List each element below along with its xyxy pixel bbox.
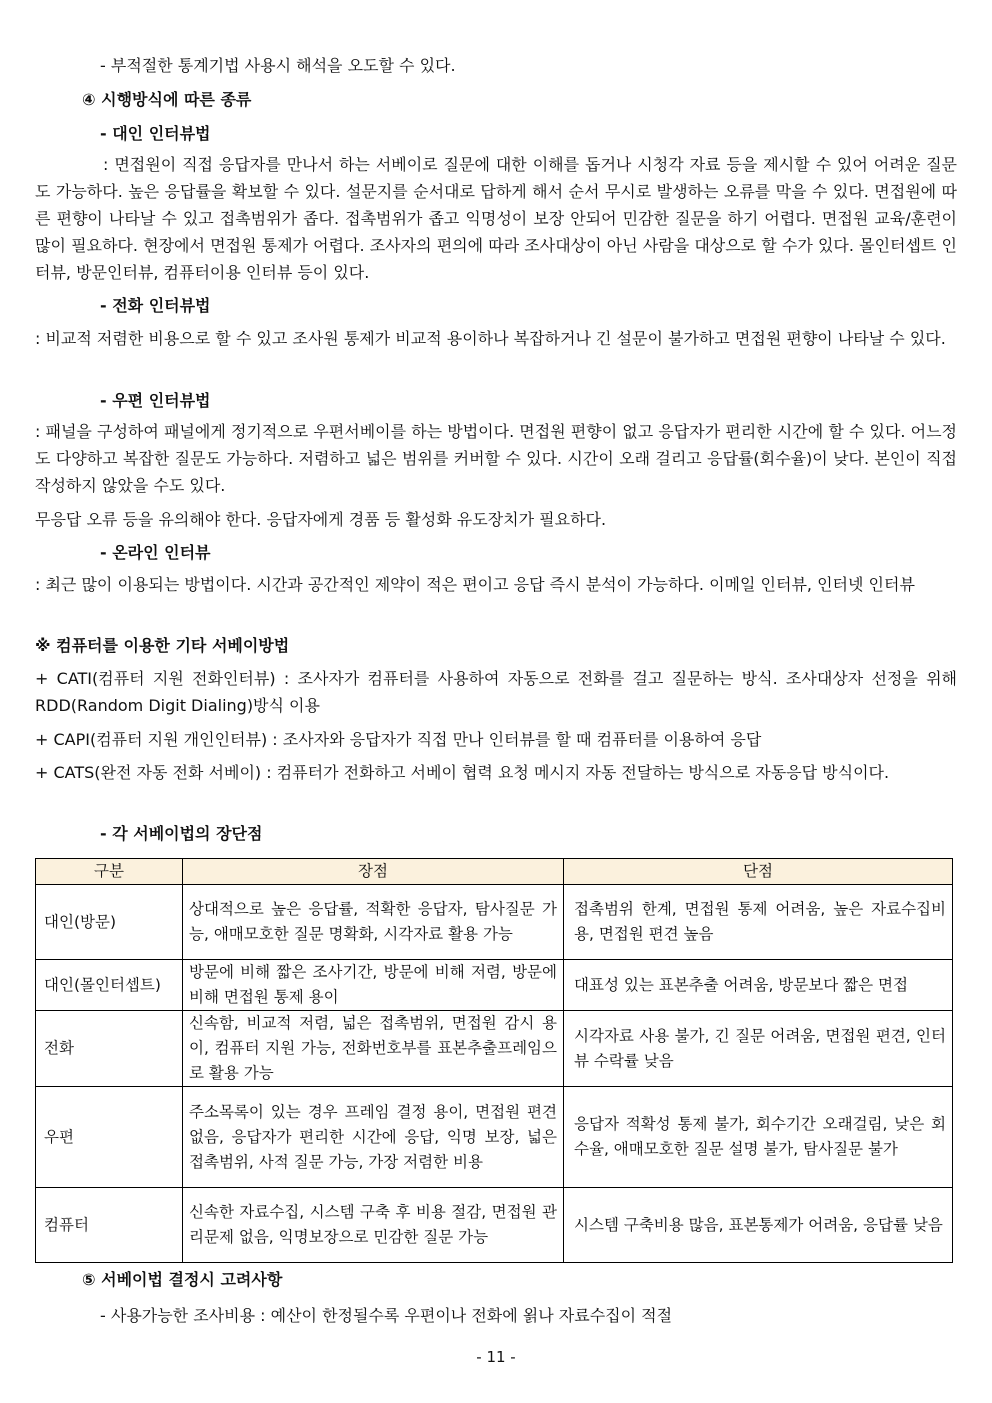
survey-pros-cons-table <box>35 858 953 1263</box>
table-row <box>36 1087 953 1188</box>
table-row <box>36 885 953 960</box>
header-cons: 단점 <box>564 859 953 885</box>
subheading-online-interview: - 온라인 인터뷰 <box>100 543 211 562</box>
header-pros: 장점 <box>183 859 564 885</box>
section-heading-5: ⑤ 서베이법 결정시 고려사항 <box>82 1270 283 1289</box>
subheading-pros-cons: - 각 서베이법의 장단점 <box>100 824 263 843</box>
row-pros: 신속한 자료수집, 시스템 구축 후 비용 절감, 면접원 관리문제 없음, 익명보장으로 민감한 질문 가능 <box>183 1188 564 1263</box>
paragraph-phone-interview: : 비교적 저렴한 비용으로 할 수 있고 조사원 통제가 비교적 용이하나 복잡하거나 긴 설문이 불가하고 면접원 편향이 나타날 수 있다. <box>35 329 946 348</box>
table-row <box>36 1188 953 1263</box>
row-pros: 신속함, 비교적 저렴, 넓은 접촉범위, 면접원 감시 용이, 컴퓨터 지원 가능, 전화번호부를 표본추출프레임으로 활용 가능 <box>183 1011 564 1087</box>
row-pros: 방문에 비해 짧은 조사기간, 방문에 비해 저렴, 방문에 비해 면접원 통제 용이 <box>183 960 564 1011</box>
header-category: 구분 <box>36 859 183 885</box>
row-category: 전화 <box>36 1011 183 1087</box>
paragraph-cati: + CATI(컴퓨터 지원 전화인터뷰) : 조사자가 컴퓨터를 사용하여 자동으로 전화를 걸고 질문하는 방식. 조사대상자 선정을 위해 RDD(Random Digit Dialing)방식 이용 <box>35 669 957 715</box>
row-cons: 시스템 구축비용 많음, 표본통제가 어려움, 응답률 낮음 <box>564 1188 953 1263</box>
paragraph-mail-interview: : 패널을 구성하여 패널에게 정기적으로 우편서베이를 하는 방법이다. 면접원 편향이 없고 응답자가 편리한 시간에 할 수 있다. 어느정도 다양하고 복잡한 질문도 가능하다. 저렴하고 넓은 범위를 커버할 수 있다. 시간이 오래 걸리고 응답률(회수율)이 낮다. 본인이 직접 작성하지 않았을 수도 있다. <box>35 422 957 495</box>
table-header-row <box>36 859 953 885</box>
paragraph-mail-nonresponse: 무응답 오류 등을 유의해야 한다. 응답자에게 경품 등 활성화 유도장치가 필요하다. <box>35 510 607 529</box>
heading-computer-methods: ※ 컴퓨터를 이용한 기타 서베이방법 <box>35 636 290 655</box>
paragraph-cats: + CATS(완전 자동 전화 서베이) : 컴퓨터가 전화하고 서베이 협력 요청 메시지 자동 전달하는 방식으로 자동응답 방식이다. <box>35 763 890 782</box>
subheading-phone-interview: - 전화 인터뷰법 <box>100 296 211 315</box>
subheading-mail-interview: - 우편 인터뷰법 <box>100 391 211 410</box>
table-row <box>36 960 953 1011</box>
bullet-misinterpretation: - 부적절한 통계기법 사용시 해석을 오도할 수 있다. <box>100 56 456 75</box>
paragraph-capi: + CAPI(컴퓨터 지원 개인인터뷰) : 조사자와 응답자가 직접 만나 인터뷰를 할 때 컴퓨터를 이용하여 응답 <box>35 730 762 749</box>
row-category: 대인(몰인터셉트) <box>36 960 183 1011</box>
row-pros: 주소목록이 있는 경우 프레임 결정 용이, 면접원 편견 없음, 응답자가 편리한 시간에 응답, 익명 보장, 넓은 접촉범위, 사적 질문 가능, 가장 저렴한 비용 <box>183 1087 564 1188</box>
bullet-survey-cost: - 사용가능한 조사비용 : 예산이 한정될수록 우편이나 전화에 욁나 자료수집이 적절 <box>100 1306 673 1325</box>
section-heading-4: ④ 시행방식에 따른 종류 <box>82 90 252 109</box>
row-cons: 응답자 적확성 통제 불가, 회수기간 오래걸림, 낮은 회수율, 애매모호한 질문 설명 불가, 탐사질문 불가 <box>564 1087 953 1188</box>
row-pros: 상대적으로 높은 응답률, 적확한 응답자, 탐사질문 가능, 애매모호한 질문 명확화, 시각자료 활용 가능 <box>183 885 564 960</box>
paragraph-face-interview: : 면접원이 직접 응답자를 만나서 하는 서베이로 질문에 대한 이해를 돕거나 시청각 자료 등을 제시할 수 있어 어려운 질문도 가능하다. 높은 응답률을 확보할 수 있다. 설문지를 순서대로 답하게 해서 순서 무시로 발생하는 오류를 막을 수 있다. 면접원에 따른 편향이 나타날 수 있고 접촉범위가 좁다. 접촉범위가 좁고 익명성이 보장 안되어 민감한 질문을 하기 어렵다. 면접원 교육/훈련이 많이 필요하다. 현장에서 면접원 통제가 어렵다. 조사자의 편의에 따라 조사대상이 아닌 사람을 대상으로 할 수가 있다. 몰인터셉트 인터뷰, 방문인터뷰, 컴퓨터이용 인터뷰 등이 있다. <box>35 155 957 282</box>
table-row <box>36 1011 953 1087</box>
row-category: 컴퓨터 <box>36 1188 183 1263</box>
subheading-face-interview: - 대인 인터뷰법 <box>100 124 211 143</box>
page-number: - 11 - <box>476 1348 516 1366</box>
paragraph-online-interview: : 최근 많이 이용되는 방법이다. 시간과 공간적인 제약이 적은 편이고 응답 즉시 분석이 가능하다. 이메일 인터뷰, 인터넷 인터뷰 <box>35 575 915 594</box>
row-cons: 시각자료 사용 불가, 긴 질문 어려움, 면접원 편견, 인터뷰 수락률 낮음 <box>564 1011 953 1087</box>
row-category: 우편 <box>36 1087 183 1188</box>
row-category: 대인(방문) <box>36 885 183 960</box>
row-cons: 접촉범위 한계, 면접원 통제 어려움, 높은 자료수집비용, 면접원 편견 높음 <box>564 885 953 960</box>
row-cons: 대표성 있는 표본추출 어려움, 방문보다 짧은 면접 <box>564 960 953 1011</box>
